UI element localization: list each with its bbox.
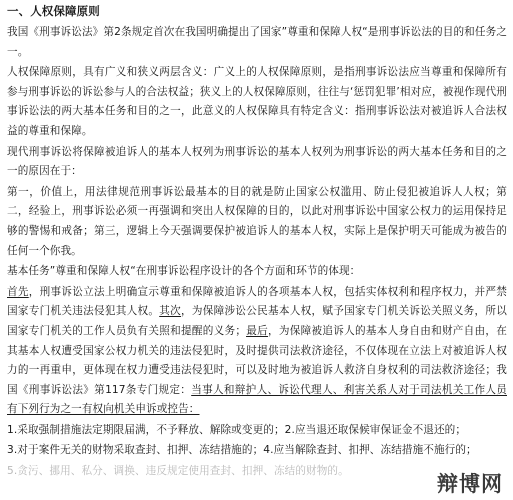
second-text: ，为保障涉讼公民基本人权，赋予国家专门机关诉讼关照义务，所以国家专门机关的工作人员负有关照和提醒的义务； [7, 305, 507, 337]
last-label: 最后 [246, 324, 268, 337]
first-text: ，刑事诉讼立法上明确宣示尊重和保障被追诉人的各项基本人权，包括实体权利和程序权力，并严禁国家专门机关违法侵犯其人权。 [7, 285, 507, 318]
first-label: 首先 [7, 285, 29, 298]
paragraph-three-reasons: 第一，价值上，用法律规范刑事诉讼最基本的目的就是防止国家公权滥用、防止侵犯被追诉人人权；第二，经验上，刑事诉讼必须一再强调和突出人权保障的目的，以此对刑事诉讼中国家公权力的运用保持足够的警惕和戒备；第三，逻辑上今天强调要保护被追诉人的基本人权，实际上是保护明天可能成为被告的任何一个你我。 [7, 185, 507, 257]
paragraph-task-embodiment: 基本任务”尊重和保障人权“在刑事诉讼程序设计的各个方面和环节的体现： [7, 265, 361, 278]
second-label: 其次 [159, 305, 181, 318]
last-text: ，为保障被追诉人的基本人身自由和财产自由，在其基本人权遭受国家公权力机关的违法侵犯时，及时提供司法救济途径，不仅体现在立法上对被追诉人权力的一再重申，更体现在权力遭受违法侵犯时，可以及时地为被追诉人救济自身权利的司法救济途径；我国《刑事诉讼法》第117条专门规定： [7, 324, 507, 396]
paragraph-law-article-2: 我国《刑事诉讼法》第2条规定首次在我国明确提出了国家”尊重和保障人权“是刑事诉讼法的目的和任务之一。 [7, 26, 507, 58]
article-117-underlined: 当事人和辩护人、诉讼代理人、利害关系人对于司法机关工作人员有下列行为之一有权向机关申诉或控告： [7, 383, 507, 416]
paragraph-first-second-last [7, 283, 507, 420]
paragraph-principle-meaning: 人权保障原则，具有广义和狭义两层含义：广义上的人权保障原则，是指刑事诉讼法应当尊重和保障所有参与刑事诉讼的诉讼参与人的合法权益；狭义上的人权保障原则，往往与‘惩罚犯罪’相对应，被视作现代刑事诉讼法的两大基本任务和目的之一，此意义的人权保障具有特定含义：指刑事诉讼法对被追诉人合法权益的尊重和保障。 [7, 66, 507, 137]
paragraph-reason-intro: 现代刑事诉讼将保障被追诉人的基本人权列为刑事诉讼的基本人权列为刑事诉讼的两大基本任务和目的之一的原因在于： [7, 145, 507, 178]
section-heading: 一、人权保障原则 [7, 4, 100, 18]
site-watermark: 辩博网 [437, 472, 503, 496]
list-item-faded: 5.贪污、挪用、私分、调换、违反规定使用查封、扣押、冻结的财物的。 [7, 465, 349, 478]
list-item: 1.采取强制措施法定期限届满，不予释放、解除或变更的；2.应当退还取保候审保证金不退还的； [7, 423, 467, 436]
list-item: 3.对于案件无关的财物采取查封、扣押、冻结措施的；4.应当解除查封、扣押、冻结措施不施行的； [7, 444, 477, 457]
